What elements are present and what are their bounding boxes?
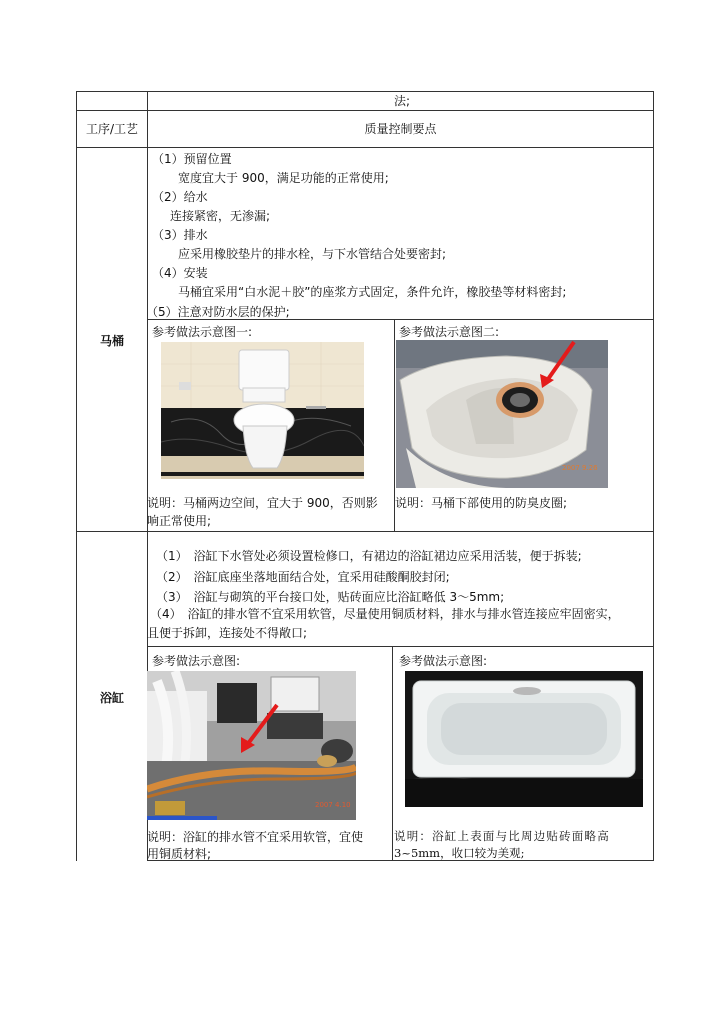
- table-rule: [76, 531, 654, 532]
- figure-caption: 说明：马桶两边空间，宜大于 900，否则影: [147, 496, 378, 510]
- table-rule: [76, 91, 654, 92]
- figure-caption: 3~5mm，收口较为美观;: [394, 846, 525, 860]
- bathtub-photo-2: [405, 671, 643, 807]
- photo-date-stamp: 2007 4.10: [315, 801, 351, 809]
- header-process: 工序/工艺: [85, 122, 139, 136]
- table-rule: [76, 110, 654, 111]
- figure-title: 参考做法示意图一:: [152, 325, 253, 339]
- header-quality-points: 质量控制要点: [364, 122, 437, 136]
- list-item: （3）排水: [152, 228, 208, 242]
- list-item: （5）注意对防水层的保护;: [146, 305, 290, 319]
- row-label-bathtub: 浴缸: [99, 691, 124, 705]
- table-rule: [392, 646, 393, 860]
- continuation-text: 法;: [394, 94, 411, 108]
- list-item: （4） 浴缸的排水管不宜采用软管，尽量使用铜质材料，排水与排水管连接应牢固密实，: [150, 607, 620, 621]
- table-rule: [147, 646, 654, 647]
- list-item: 宽度宜大于 900，满足功能的正常使用;: [178, 171, 389, 185]
- list-item: 且便于拆卸，连接处不得敞口;: [147, 626, 308, 640]
- figure-caption: 说明：浴缸的排水管不宜采用软管，宜使: [147, 830, 364, 844]
- list-item: （3） 浴缸与砌筑的平台接口处，贴砖面应比浴缸略低 3～5mm;: [156, 590, 505, 604]
- figure-caption: 用铜质材料;: [147, 847, 212, 861]
- list-item: （1）预留位置: [152, 152, 232, 166]
- toilet-photo-1: [161, 342, 364, 479]
- figure-title: 参考做法示意图二:: [399, 325, 500, 339]
- figure-title: 参考做法示意图:: [152, 654, 241, 668]
- row-label-toilet: 马桶: [99, 334, 124, 348]
- list-item: （4）安装: [152, 266, 208, 280]
- bathtub-photo-1: [147, 671, 356, 820]
- figure-title: 参考做法示意图:: [399, 654, 488, 668]
- list-item: 连接紧密，无渗漏;: [170, 209, 271, 223]
- table-rule: [76, 91, 77, 861]
- list-item: 应采用橡胶垫片的排水栓，与下水管结合处要密封;: [178, 247, 447, 261]
- table-rule: [76, 147, 654, 148]
- list-item: （2）给水: [152, 190, 208, 204]
- table-rule: [653, 91, 654, 861]
- figure-caption: 说明：马桶下部使用的防臭皮圈;: [395, 496, 568, 510]
- list-item: （1） 浴缸下水管处必须设置检修口，有裙边的浴缸裙边应采用活装，便于拆装;: [156, 549, 582, 563]
- list-item: （2） 浴缸底座坐落地面结合处，宜采用硅酸酮胶封闭;: [156, 570, 450, 584]
- toilet-photo-2: [396, 340, 608, 488]
- figure-caption: 说明：浴缸上表面与比周边贴砖面略高: [394, 829, 610, 843]
- photo-date-stamp: 2007 9.26: [562, 464, 598, 472]
- figure-caption: 响正常使用;: [147, 514, 212, 528]
- list-item: 马桶宜采用“白水泥＋胶”的座浆方式固定，条件允许，橡胶垫等材料密封;: [178, 285, 567, 299]
